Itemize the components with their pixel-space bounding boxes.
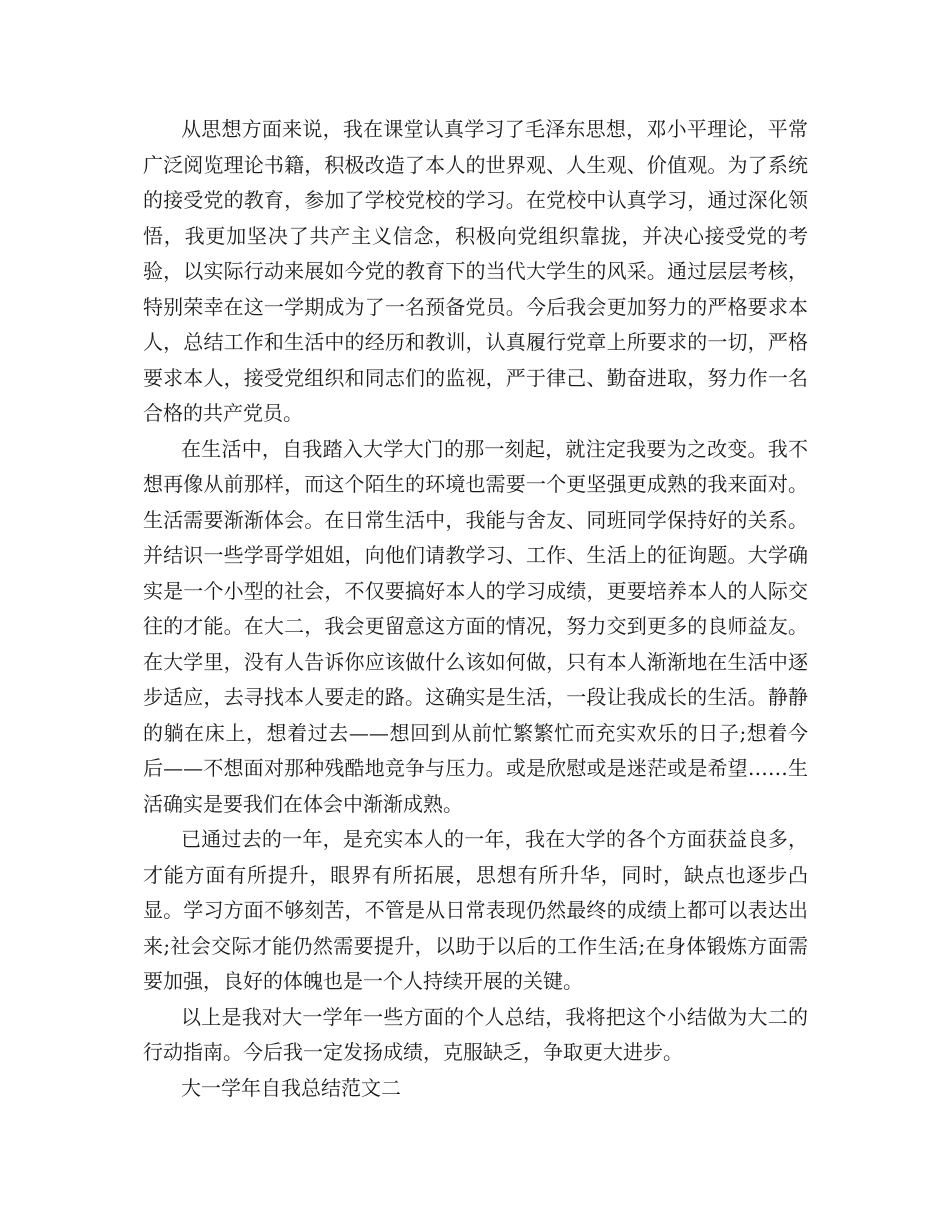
section-heading: 大一学年自我总结范文二	[181, 1075, 401, 1100]
paragraph-conclusion: 以上是我对大一学年一些方面的个人总结，我将把这个小结做为大二的行动指南。今后我一定发扬成绩，克服缺乏，争取更大进步。	[143, 1004, 808, 1064]
document-body	[143, 112, 808, 1106]
paragraph-ideology: 从思想方面来说，我在课堂认真学习了毛泽东思想，邓小平理论，平常广泛阅览理论书籍，积极改造了本人的世界观、人生观、价值观。为了系统的接受党的教育，参加了学校党校的学习。在党校中认真学习，通过深化领悟，我更加坚决了共产主义信念，积极向党组织靠拢，并决心接受党的考验，以实际行动来展如今党的教育下的当代大学生的风采。通过层层考核，特别荣幸在这一学期成为了一名预备党员。今后我会更加努力的严格要求本人，总结工作和生活中的经历和教训，认真履行党章上所要求的一切，严格要求本人，接受党组织和同志们的监视，严于律己、勤奋进取，努力作一名合格的共产党员。	[143, 117, 808, 425]
paragraph-life: 在生活中，自我踏入大学大门的那一刻起，就注定我要为之改变。我不想再像从前那样，而这个陌生的环境也需要一个更坚强更成熟的我来面对。生活需要渐渐体会。在日常生活中，我能与舍友、同班同学保持好的关系。并结识一些学哥学姐姐，向他们请教学习、工作、生活上的征询题。大学确实是一个小型的社会，不仅要搞好本人的学习成绩，更要培养本人的人际交往的才能。在大二，我会更留意这方面的情况，努力交到更多的良师益友。在大学里，没有人告诉你应该做什么该如何做，只有本人渐渐地在生活中逐步适应，去寻找本人要走的路。这确实是生活，一段让我成长的生活。静静的躺在床上，想着过去——想回到从前忙繁繁忙而充实欢乐的日子;想着今后——不想面对那种残酷地竞争与压力。或是欣慰或是迷茫或是希望……生活确实是要我们在体会中渐渐成熟。	[143, 436, 808, 816]
paragraph-past-year: 已通过去的一年，是充实本人的一年，我在大学的各个方面获益良多，才能方面有所提升，眼界有所拓展，思想有所升华，同时，缺点也逐步凸显。学习方面不够刻苦，不管是从日常表现仍然最终的成绩上都可以表达出来;社会交际才能仍然需要提升，以助于以后的工作生活;在身体锻炼方面需要加强，良好的体魄也是一个人持续开展的关键。	[143, 827, 808, 993]
